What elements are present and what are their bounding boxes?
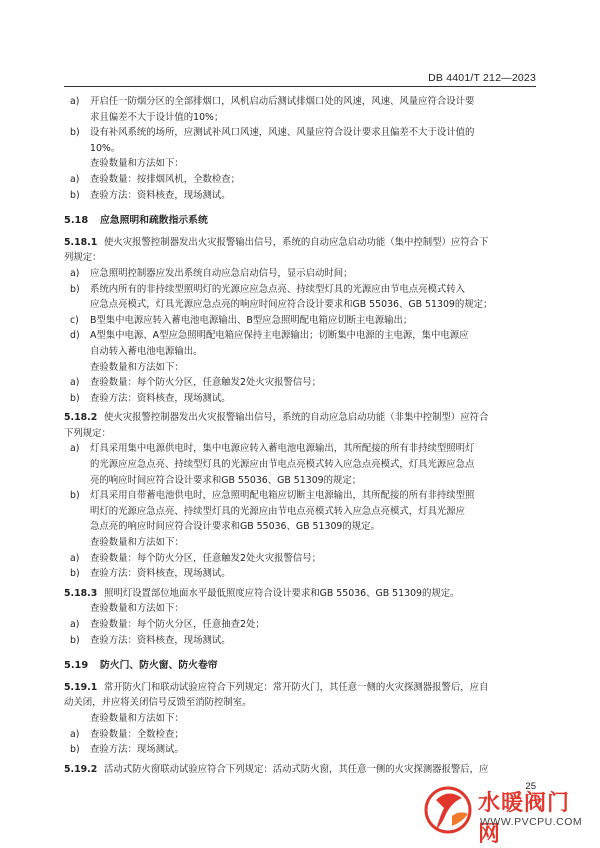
clause <box>64 235 544 266</box>
clause <box>64 410 544 441</box>
section-number: 5.18 <box>64 215 89 227</box>
clause-line: 使火灾报警控制器发出火灾报警输出信号，系统的自动应急启动功能（集中控制型）应符合下 <box>104 236 489 248</box>
item-label: b) <box>70 283 80 295</box>
list-item <box>64 441 544 488</box>
item-line: 系统内所有的非持续型照明灯的光源应应急点亮、持续型灯具的光源应由节电点亮模式转入 <box>90 283 466 295</box>
item-line: 查验方法：资料核查，现场测试。 <box>90 568 231 580</box>
brand-logo-icon <box>422 780 478 842</box>
document-body <box>64 94 544 777</box>
check-intro: 查验数量和方法如下： <box>90 158 184 170</box>
list-item <box>64 391 544 407</box>
list-item <box>64 125 544 156</box>
clause-number: 5.18.1 <box>64 236 98 248</box>
clause-line: 活动式防火窗联动试验应符合下列规定：活动式防火窗，其任意一侧的火灾探测器报警后，应 <box>104 763 489 775</box>
item-label: b) <box>70 634 80 646</box>
item-label: a) <box>70 377 80 389</box>
clause-number: 5.19.2 <box>64 763 98 775</box>
clause-line: 列规定： <box>64 252 102 264</box>
item-label: b) <box>70 490 80 502</box>
clause-number: 5.18.2 <box>64 412 98 424</box>
page-number: 25 <box>525 781 536 792</box>
clause-number: 5.18.3 <box>64 587 98 599</box>
check-intro: 查验数量和方法如下： <box>90 537 184 549</box>
section-heading <box>64 658 544 674</box>
section-heading <box>64 213 544 229</box>
list-item <box>64 282 544 313</box>
clause-line: 下列规定： <box>64 427 111 439</box>
list-item <box>64 266 544 282</box>
list-item <box>64 188 544 204</box>
item-line: 查验方法：资料核查，现场测试。 <box>90 634 231 646</box>
item-label: a) <box>70 173 80 185</box>
clause-line: 照明灯设置部位地面水平最低照度应符合设计要求和GB 55036、GB 51309的规定。 <box>104 587 460 599</box>
item-line: 查验数量：每个防火分区，任意抽查2处； <box>90 619 265 630</box>
section-title: 应急照明和疏散指示系统 <box>100 215 208 227</box>
section-title: 防火门、防火窗、防火卷帘 <box>100 660 218 672</box>
clause <box>64 680 544 711</box>
item-label: a) <box>70 552 80 564</box>
item-line: 查验方法：资料核查，现场测试。 <box>90 189 231 201</box>
item-line: B型集中电源应转入蓄电池电源输出、B型应急照明配电箱应切断主电源输出； <box>90 314 413 326</box>
list-item <box>64 328 544 359</box>
item-line: 查验方法：资料核查，现场测试。 <box>90 392 231 404</box>
list-item <box>64 375 544 391</box>
list-item <box>64 94 544 125</box>
list-item <box>64 727 544 743</box>
list-item <box>64 172 544 188</box>
item-label: c) <box>70 314 79 326</box>
list-item <box>64 488 544 535</box>
item-line: 设有补风系统的场所，应测试补风口风速，风速、风量应符合设计要求且偏差不大于设计值的 <box>90 127 475 139</box>
section-number: 5.19 <box>64 660 89 672</box>
item-label: a) <box>70 619 80 630</box>
item-label: b) <box>70 568 80 580</box>
item-line: 求且偏差不大于设计值的10%； <box>90 111 224 123</box>
check-intro: 查验数量和方法如下： <box>90 712 184 724</box>
clause-line: 动关闭，并应将关闭信号反馈至消防控制室。 <box>64 697 252 709</box>
item-line: 应急照明控制器应发出系统自动应急启动信号，显示启动时间； <box>90 267 353 279</box>
clause-number: 5.19.1 <box>64 681 98 693</box>
item-label: a) <box>70 96 80 107</box>
list-item <box>64 617 544 633</box>
list-item <box>64 551 544 567</box>
list-item <box>64 742 544 758</box>
item-line: 的光源应应急点亮、持续型灯具的光源应由节电点亮模式转入应急点亮模式，灯具光源应急点 <box>90 459 475 471</box>
standard-code: DB 4401/T 212—2023 <box>428 72 536 84</box>
list-item <box>64 633 544 649</box>
item-line: 亮的响应时间应符合设计要求和GB 55036、GB 51309的规定； <box>90 474 362 486</box>
item-line: 10%。 <box>90 142 121 154</box>
item-line: 查验数量：每个防火分区，任意触发2处火灾报警信号； <box>90 377 321 389</box>
watermark-url: WWW.PVCPU.COM <box>480 816 583 828</box>
item-line: 自动转入蓄电池电源输出。 <box>90 345 203 357</box>
item-line: 开启任一防烟分区的全部排烟口，风机启动后测试排烟口处的风速，风速、风量应符合设计要 <box>90 96 475 107</box>
item-line: A型集中电源、A型应急照明配电箱应保持主电源输出；切断集中电源的主电源，集中电源应 <box>90 330 469 342</box>
header-rule <box>64 86 536 87</box>
item-label: a) <box>70 267 80 279</box>
list-item <box>64 313 544 329</box>
item-label: d) <box>70 330 80 342</box>
item-line: 灯具采用集中电源供电时，集中电源应转入蓄电池电源输出，其所配接的所有非持续型照明灯 <box>90 443 475 455</box>
item-line: 查验数量：全数检查； <box>90 728 184 740</box>
item-line: 应急点亮模式，灯具光源应急点亮的响应时间应符合设计要求和GB 55036、GB 51309的规定； <box>90 299 493 311</box>
watermark <box>422 780 592 847</box>
item-label: a) <box>70 728 80 740</box>
item-label: b) <box>70 189 80 201</box>
item-label: b) <box>70 744 80 756</box>
item-label: b) <box>70 392 80 404</box>
item-line: 灯具采用自带蓄电池供电时，应急照明配电箱应切断主电源输出，其所配接的所有非持续型照 <box>90 490 475 502</box>
item-line: 明灯的光源应急点亮、持续型灯具的光源应由节电点亮模式转入应急点亮模式，灯具光源应 <box>90 505 466 517</box>
item-line: 查验数量：每个防火分区，任意触发2处火灾报警信号； <box>90 552 321 564</box>
watermark-brand: 水暖阀门网 <box>478 791 571 847</box>
item-line: 查验方法：现场测试。 <box>90 744 184 756</box>
list-item <box>64 566 544 582</box>
clause-line: 常开防火门和联动试验应符合下列规定：常开防火门，其任意一侧的火灾探测器报警后，应自 <box>104 681 489 693</box>
clause-line: 使火灾报警控制器发出火灾报警输出信号，系统的自动应急启动功能（非集中控制型）应符合 <box>104 412 489 424</box>
item-label: b) <box>70 127 80 139</box>
check-intro: 查验数量和方法如下： <box>90 361 184 373</box>
clause <box>64 762 544 778</box>
clause <box>64 586 544 602</box>
item-line: 查验数量：按排烟风机，全数检查； <box>90 173 241 185</box>
check-intro: 查验数量和方法如下： <box>90 603 184 615</box>
item-line: 急点亮的响应时间应符合设计要求和GB 55036、GB 51309的规定。 <box>90 521 380 533</box>
item-label: a) <box>70 443 80 455</box>
